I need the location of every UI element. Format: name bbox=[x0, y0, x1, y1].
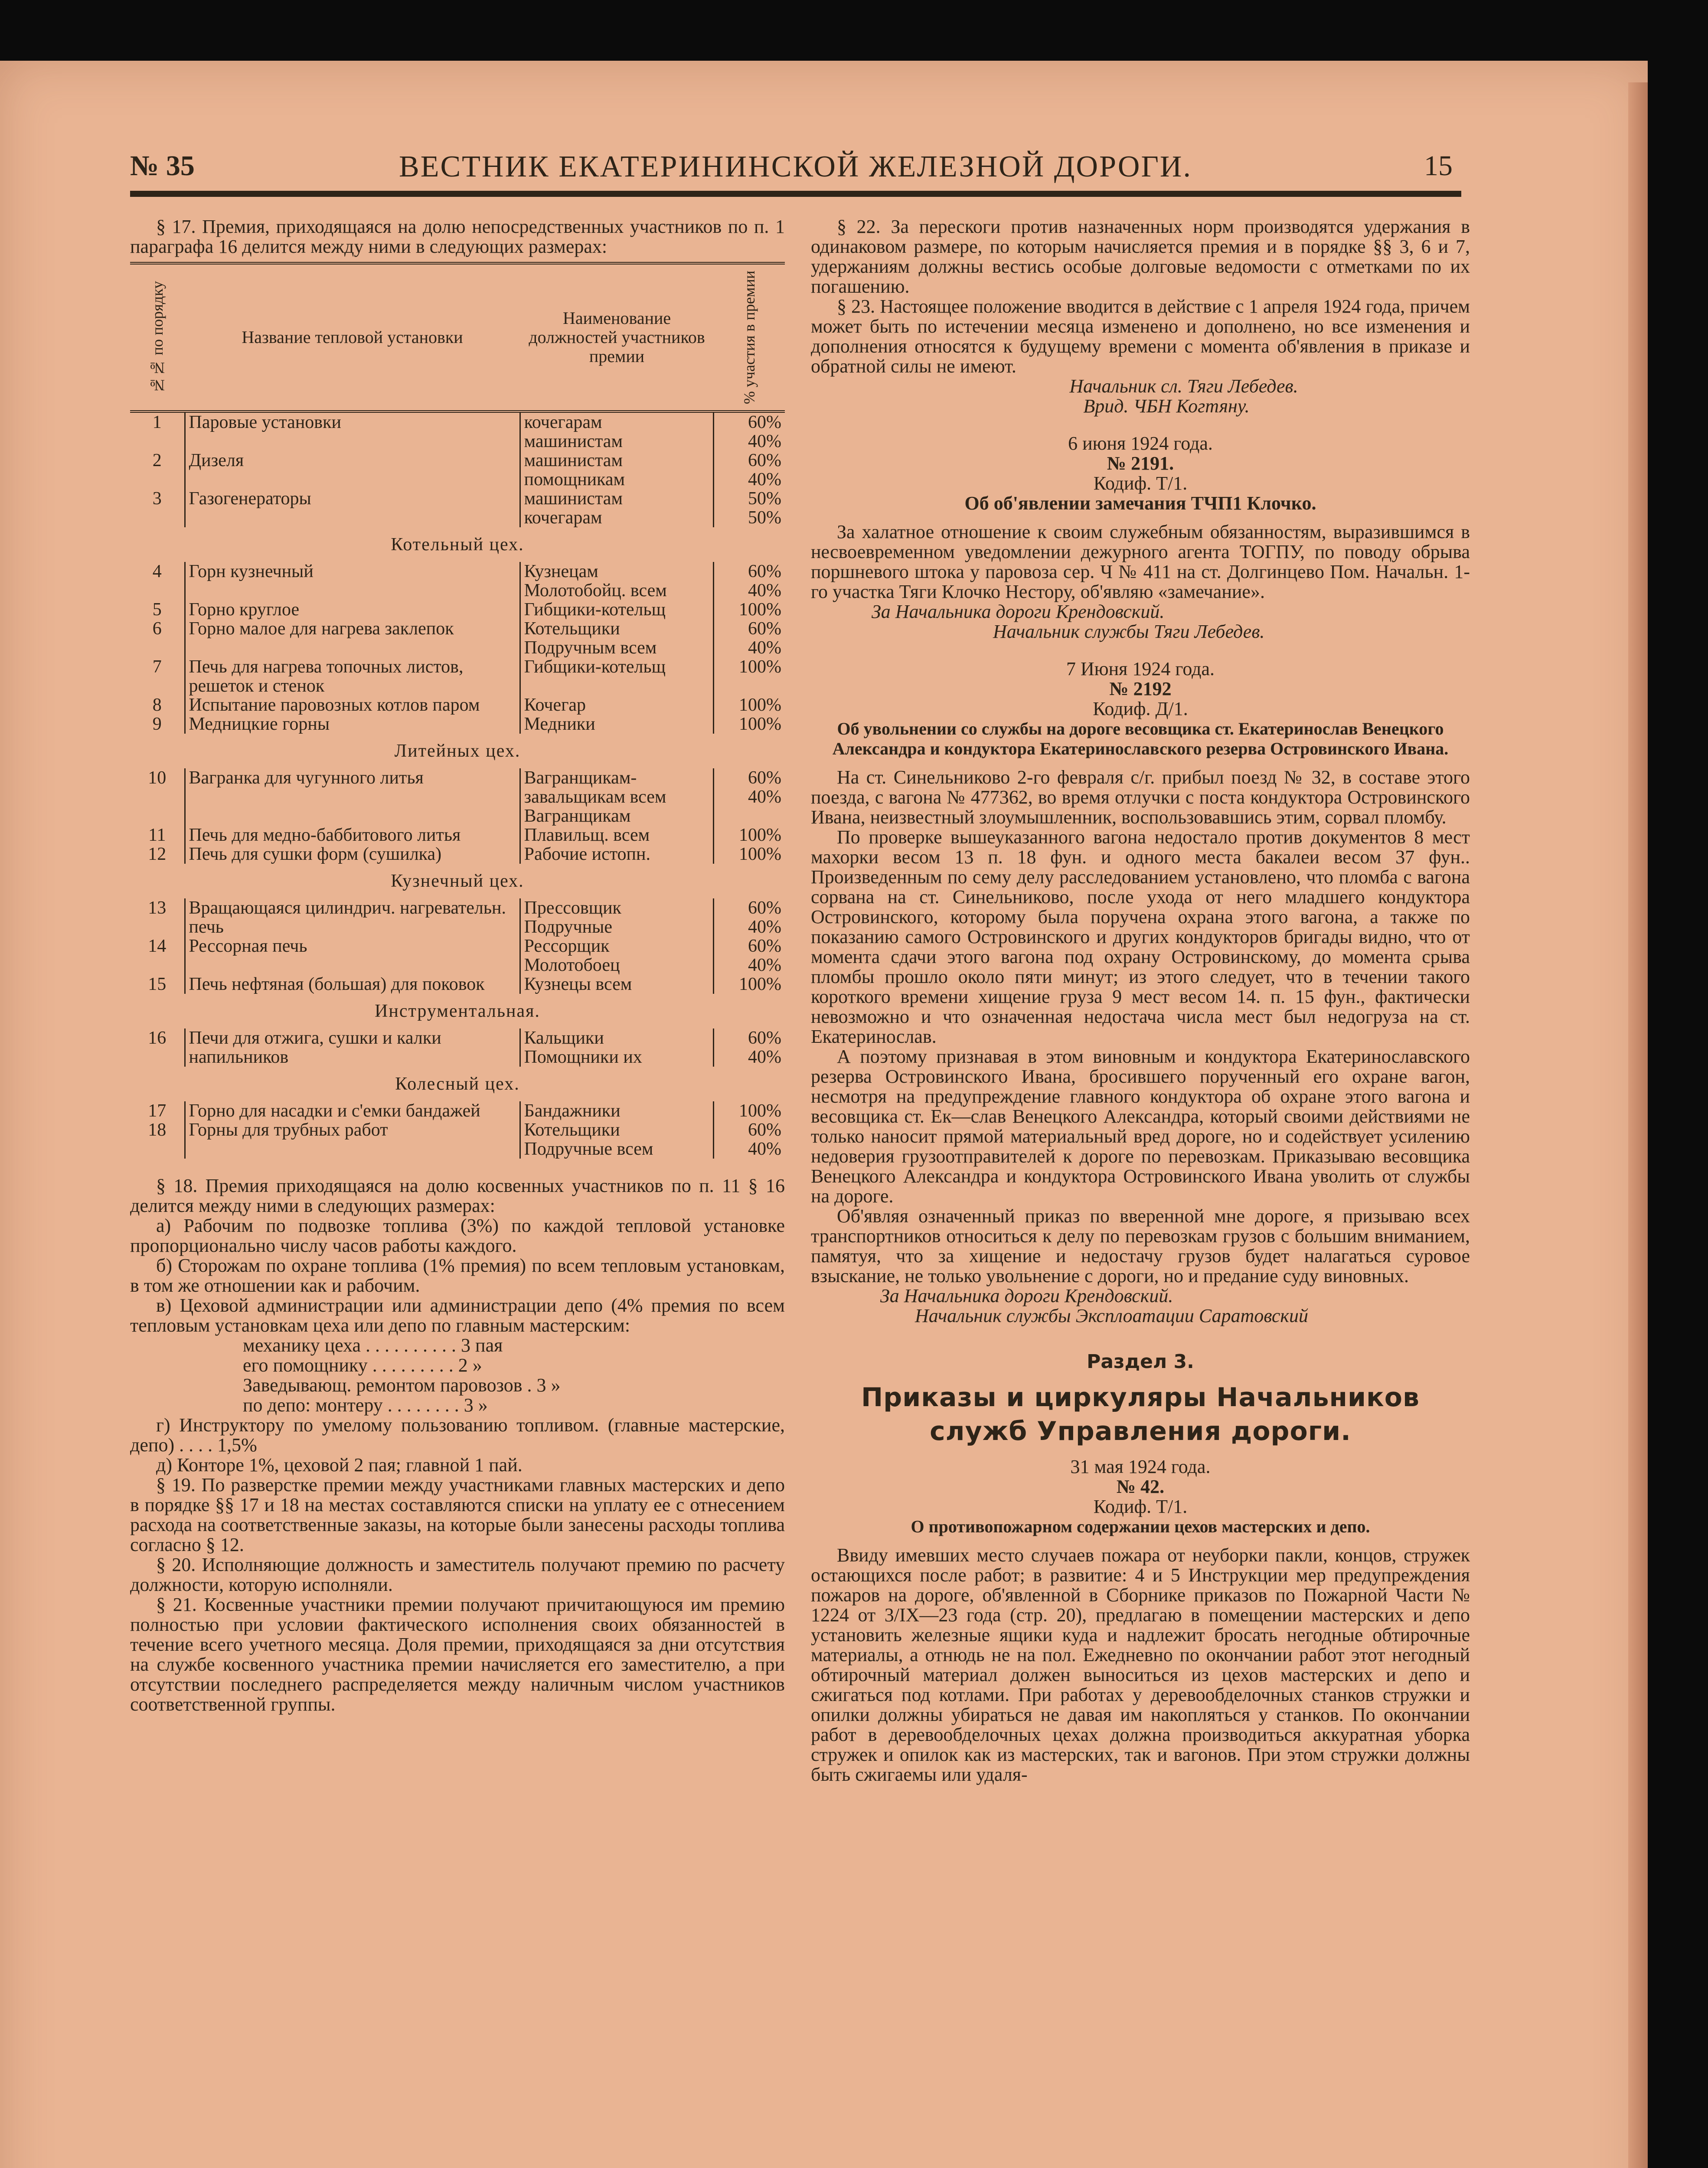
signature: Врид. ЧБН Когтяну. bbox=[1083, 395, 1250, 417]
order-codification: Кодиф. Д/1. bbox=[1093, 698, 1188, 719]
row-number: 15 bbox=[130, 975, 185, 994]
table-row bbox=[130, 768, 785, 826]
row-number: 1 bbox=[130, 411, 185, 451]
percent-value: 60% bbox=[748, 562, 781, 582]
paragraph-21: § 21. Косвенные участники премии получают причитающуюся им премию полностью при условии фактического исполнения своих обязанностей в течение всего учетного месяца. Доля премии, приходящаяся за дни отсутствия на службе косвенного участника премии начисляется его заместителю, а при отсутствии последнего распределяется между наличным числом участников соответственной группы. bbox=[130, 1594, 785, 1715]
left-column bbox=[130, 217, 785, 1714]
workers-cell bbox=[520, 937, 714, 975]
paragraph-22: § 22. За перескоги против назначенных норм производятся удержания в одинаковом размере, по которым начисляется премия и в порядке §§ 3, 6 и 7, удержаниям должны вестись особые долговые ведомости с отметками по их погашению. bbox=[811, 216, 1470, 297]
section-wheel: Колесный цех. bbox=[395, 1074, 520, 1094]
installation-name: Вагранка для чугунного литья bbox=[185, 768, 520, 826]
row-number: 5 bbox=[130, 600, 185, 619]
percent-value: 60% bbox=[748, 451, 781, 471]
workers-cell bbox=[520, 451, 714, 489]
shares-list bbox=[130, 1335, 785, 1415]
premium-table bbox=[130, 262, 785, 1159]
percent-value: 100% bbox=[739, 657, 781, 677]
workers-cell bbox=[520, 1028, 714, 1067]
signature: Начальник службы Тяги Лебедев. bbox=[993, 621, 1265, 642]
percent-value: 50% bbox=[748, 489, 781, 509]
percent-value: 100% bbox=[739, 695, 781, 715]
worker-role: Подручным всем bbox=[524, 638, 657, 658]
percent-value: 60% bbox=[748, 1120, 781, 1140]
order-number: № 2192 bbox=[1109, 678, 1172, 699]
workers-cell bbox=[520, 489, 714, 527]
table-group-steam bbox=[130, 411, 785, 527]
paragraph-18b: б) Сторожам по охране топлива (1% премия) по всем тепловым установкам, в том же отношении как и рабочим. bbox=[130, 1255, 785, 1296]
issue-number: № 35 bbox=[130, 150, 195, 182]
table-row bbox=[130, 411, 785, 451]
table-row bbox=[130, 845, 785, 864]
percent-value: 100% bbox=[739, 825, 781, 846]
installation-name: Горно круглое bbox=[185, 600, 520, 619]
page-header bbox=[130, 150, 1461, 197]
worker-role: Котельщики bbox=[524, 1120, 620, 1140]
paragraph-18a: а) Рабочим по подвозке топлива (3%) по каждой тепловой установке пропорционально числу часов работы каждого. bbox=[130, 1215, 785, 1257]
worker-role: Кузнецы всем bbox=[524, 974, 632, 995]
percent-cell bbox=[714, 826, 785, 845]
row-number: 12 bbox=[130, 845, 185, 864]
table-row bbox=[130, 600, 785, 619]
worker-role: помощникам bbox=[524, 470, 625, 490]
row-number: 10 bbox=[130, 768, 185, 826]
percent-value: 50% bbox=[748, 508, 781, 528]
worker-role: Вагранщикам-завальщикам всем bbox=[524, 768, 666, 807]
workers-cell bbox=[520, 562, 714, 600]
installation-name: Печь нефтяная (большая) для поковок bbox=[185, 975, 520, 994]
table-row bbox=[130, 826, 785, 845]
percent-cell bbox=[714, 695, 785, 715]
worker-role: Кочегар bbox=[524, 695, 586, 715]
section-label: Раздел 3. bbox=[1087, 1351, 1194, 1373]
table-group-boiler bbox=[130, 562, 785, 734]
signature: За Начальника дороги Крендовский. bbox=[880, 1285, 1173, 1306]
percent-value: 100% bbox=[739, 844, 781, 865]
percent-cell bbox=[714, 411, 785, 451]
worker-role: Гибщики-котельщ bbox=[524, 657, 666, 677]
paragraph-19: § 19. По разверстке премии между участниками главных мастерских и депо в порядке §§ 17 и 18 на местах составляются списки на уплату ее с отнесением расхода на соответственные заказы, на которые были занесены расходы топлива согласно § 12. bbox=[130, 1474, 785, 1556]
row-number: 9 bbox=[130, 715, 185, 734]
row-number: 13 bbox=[130, 898, 185, 937]
publication-title: ВЕСТНИК ЕКАТЕРИНИНСКОЙ ЖЕЛЕЗНОЙ ДОРОГИ. bbox=[399, 150, 1192, 183]
table-group-forge bbox=[130, 898, 785, 994]
worker-role: Кальщики bbox=[524, 1028, 604, 1048]
order-codification: Кодиф. Т/1. bbox=[1093, 473, 1188, 494]
percent-value: 40% bbox=[748, 581, 781, 601]
percent-cell bbox=[714, 845, 785, 864]
order-number: № 2191. bbox=[1107, 453, 1174, 474]
worker-role: Прессовщик bbox=[524, 898, 621, 918]
worker-role: машинистам bbox=[524, 451, 623, 471]
installation-name: Горно для насадки и с'емки бандажей bbox=[185, 1101, 520, 1120]
order-body: А поэтому признавая в этом виновным и кондуктора Екатеринославского резерва Островинского Ивана, бросившего порученный его охране вагон, несмотря на предупреждение главного кондуктора об охране этого вагона и весовщика ст. Ек—слав Венецкого Александра, который своими действиями не только наносит прямой материальный вред дороге, но и содействует усилению недоверия грузоотправителей к дороге по перевозкам. Приказываю весовщика Венецкого Александра и кондуктора Островинского Ивана уволить от службы на дороге. bbox=[811, 1046, 1470, 1207]
row-number: 18 bbox=[130, 1120, 185, 1159]
percent-value: 40% bbox=[748, 638, 781, 658]
installation-name: Испытание паровозных котлов паром bbox=[185, 695, 520, 715]
signature: Начальник сл. Тяги Лебедев. bbox=[1069, 375, 1298, 397]
worker-role: Бандажники bbox=[524, 1101, 620, 1121]
order-body: За халатное отношение к своим служебным обязанностям, выразившимся в несвоевременном уведомлении дежурного агента ТОГПУ, по поводу обрыва поршневого штока у паровоза сер. Ч № 411 на ст. Долгинцево Пом. Начальн. 1-го участка Тяги Клочко Нестору, об'являю «замечание». bbox=[811, 521, 1470, 602]
percent-value: 40% bbox=[748, 955, 781, 976]
page-number: 15 bbox=[1424, 150, 1453, 182]
percent-value: 40% bbox=[748, 431, 781, 452]
percent-value: 40% bbox=[748, 470, 781, 490]
signature: За Начальника дороги Крендовский. bbox=[872, 601, 1165, 622]
percent-value: 40% bbox=[748, 1047, 781, 1068]
table-row bbox=[130, 1028, 785, 1067]
percent-cell bbox=[714, 975, 785, 994]
order-date: 6 июня 1924 года. bbox=[1068, 433, 1213, 454]
order-body: Ввиду имевших место случаев пожара от неуборки пакли, концов, стружек остающихся после работ; в развитие: 4 и 5 Инструкции мер предупреждения пожаров на дороге, об'явленной в Сборнике приказов по Пожарной Части № 1224 от 3/IX—23 года (стр. 20), предлагаю в помещении мастерских и депо установить железные ящики куда и надлежит бросать негодные обтирочные материалы, а отнюдь не на пол. Ежедневно по окончании работ этот негодный обтирочный материал должен выноситься из цехов мастерских и депо и сжигаться под котлами. При работах у деревообделочных станков стружки и опилки должны убираться не давая им накопляться у станков. По окончании работ в деревообделочных цехах должна производиться аккуратная уборка стружек и опилок как из мастерских, так и вагонов. При этом стружки должны быть сжигаемы или удаля- bbox=[811, 1544, 1470, 1785]
col-header-name: Название тепловой установки bbox=[185, 263, 520, 411]
row-number: 17 bbox=[130, 1101, 185, 1120]
row-number: 2 bbox=[130, 451, 185, 489]
worker-role: Рессорщик bbox=[524, 936, 610, 957]
percent-value: 100% bbox=[739, 1101, 781, 1121]
table-row bbox=[130, 562, 785, 600]
table-row bbox=[130, 619, 785, 657]
installation-name: Газогенераторы bbox=[185, 489, 520, 527]
row-number: 14 bbox=[130, 937, 185, 975]
col-header-workers: Наименование должностей участников премии bbox=[520, 263, 714, 411]
percent-value: 100% bbox=[739, 714, 781, 735]
installation-name: Дизеля bbox=[185, 451, 520, 489]
percent-value: 60% bbox=[748, 412, 781, 433]
row-number: 4 bbox=[130, 562, 185, 600]
section-boiler-shop: Котельный цех. bbox=[391, 535, 524, 555]
percent-value: 40% bbox=[748, 1139, 781, 1159]
right-column bbox=[811, 217, 1470, 1785]
percent-cell bbox=[714, 619, 785, 657]
order-number: № 42. bbox=[1116, 1476, 1165, 1497]
worker-role: Молотобойц. всем bbox=[524, 581, 667, 601]
table-group-wheel bbox=[130, 1101, 785, 1159]
order-date: 7 Июня 1924 года. bbox=[1066, 658, 1215, 679]
list-item: Заведывающ. ремонтом паровозов . 3 » bbox=[243, 1375, 561, 1396]
order-title: О противопожарном содержании цехов мастерских и депо. bbox=[911, 1517, 1370, 1536]
workers-cell bbox=[520, 619, 714, 657]
percent-cell bbox=[714, 768, 785, 826]
col-header-num: №№ по порядку bbox=[130, 263, 185, 411]
percent-cell bbox=[714, 657, 785, 695]
workers-cell bbox=[520, 975, 714, 994]
workers-cell bbox=[520, 768, 714, 826]
paragraph-18d: д) Конторе 1%, цеховой 2 пая; главной 1 пай. bbox=[156, 1454, 523, 1476]
percent-cell bbox=[714, 600, 785, 619]
order-body: По проверке вышеуказанного вагона недостало против документов 8 мест махорки весом 13 п. 18 фун. и одного места бакалеи весом 37 фун.. Произведенным по сему делу расследованием установлено, что пломба с вагона сорвана на ст. Синельниково, после ухода от него младшего кондуктора Островинского, которому была поручена охрана этого вагона, а также по показанию самого Островинского и других кондукторов бригады видно, что от момента сдачи этого вагона под охрану Островинскому, до момента срыва пломбы прошло около пяти минут; из этого следует, что в течении такого короткого времени хищение груза 9 мест весом 14. п. 15 фун., фактически невозможно и что означенная недостача числа мест был недогруза на ст. Екатеринослав. bbox=[811, 826, 1470, 1047]
row-number: 6 bbox=[130, 619, 185, 657]
order-title: Об об'явлении замечания ТЧП1 Клочко. bbox=[964, 493, 1316, 514]
table-group-tools bbox=[130, 1028, 785, 1067]
worker-role: кочегарам bbox=[524, 508, 602, 528]
installation-name: Горно малое для нагрева заклепок bbox=[185, 619, 520, 657]
section-foundry: Литейных цех. bbox=[394, 741, 521, 761]
percent-cell bbox=[714, 937, 785, 975]
percent-value: 60% bbox=[748, 1028, 781, 1048]
percent-value: 60% bbox=[748, 898, 781, 918]
percent-cell bbox=[714, 1120, 785, 1159]
row-number: 11 bbox=[130, 826, 185, 845]
table-row bbox=[130, 489, 785, 527]
worker-role: Рабочие истопн. bbox=[524, 844, 650, 865]
table-group-foundry bbox=[130, 768, 785, 864]
table-row bbox=[130, 937, 785, 975]
percent-value: 60% bbox=[748, 619, 781, 639]
list-item: по депо: монтеру . . . . . . . . 3 » bbox=[243, 1394, 488, 1416]
percent-cell bbox=[714, 562, 785, 600]
worker-role: кочегарам bbox=[524, 412, 602, 433]
worker-role: Плавильщ. всем bbox=[524, 825, 650, 846]
table-row bbox=[130, 1120, 785, 1159]
worker-role: машинистам bbox=[524, 489, 623, 509]
percent-value: 40% bbox=[748, 787, 781, 807]
percent-value: 100% bbox=[739, 974, 781, 995]
installation-name: Печи для отжига, сушки и калки напильников bbox=[185, 1028, 520, 1067]
worker-role: Подручные всем bbox=[524, 1139, 653, 1159]
section-forge: Кузнечный цех. bbox=[391, 871, 524, 891]
installation-name: Печь для медно-баббитового литья bbox=[185, 826, 520, 845]
installation-name: Печь для сушки форм (сушилка) bbox=[185, 845, 520, 864]
table-row bbox=[130, 657, 785, 695]
installation-name: Паровые установки bbox=[185, 411, 520, 451]
order-title: Об увольнении со службы на дороге весовщика ст. Екатеринослав Венецкого Александра и кондуктора Екатеринославского резерва Островинского Ивана. bbox=[832, 719, 1449, 758]
section-tools: Инструментальная. bbox=[375, 1001, 540, 1022]
signature: Начальник службы Эксплоатации Саратовский bbox=[915, 1305, 1308, 1326]
percent-cell bbox=[714, 451, 785, 489]
order-codification: Кодиф. Т/1. bbox=[1093, 1496, 1188, 1517]
installation-name: Медницкие горны bbox=[185, 715, 520, 734]
paragraph-20: § 20. Исполняющие должность и заместитель получают премию по расчету должности, которую исполняли. bbox=[130, 1554, 785, 1596]
installation-name: Горн кузнечный bbox=[185, 562, 520, 600]
percent-cell bbox=[714, 1101, 785, 1120]
worker-role: Медники bbox=[524, 714, 595, 735]
worker-role: Вагранщикам bbox=[524, 806, 631, 826]
order-body: На ст. Синельниково 2-го февраля с/г. прибыл поезд № 32, в составе этого поезда, с вагона № 477362, во время отлучки с поста кондуктора Островинского Ивана, неизвестный злоумышленник, воспользовавшись этим, сорвал пломбу. bbox=[811, 767, 1470, 828]
list-item: механику цеха . . . . . . . . . . 3 пая bbox=[243, 1335, 503, 1356]
row-number: 8 bbox=[130, 695, 185, 715]
percent-cell bbox=[714, 489, 785, 527]
worker-role: Гибщики-котельщ bbox=[524, 600, 666, 620]
order-date: 31 мая 1924 года. bbox=[1070, 1456, 1211, 1477]
worker-role: Помощники их bbox=[524, 1047, 642, 1068]
workers-cell bbox=[520, 826, 714, 845]
installation-name: Горны для трубных работ bbox=[185, 1120, 520, 1159]
row-number: 7 bbox=[130, 657, 185, 695]
percent-value: 40% bbox=[748, 917, 781, 937]
workers-cell bbox=[520, 845, 714, 864]
col-header-pct: % участия в премии bbox=[714, 263, 785, 411]
percent-cell bbox=[714, 898, 785, 937]
table-row bbox=[130, 975, 785, 994]
worker-role: машинистам bbox=[524, 431, 623, 452]
installation-name: Рессорная печь bbox=[185, 937, 520, 975]
table-row bbox=[130, 451, 785, 489]
paragraph-23: § 23. Настоящее положение вводится в действие с 1 апреля 1924 года, причем может быть по истечении месяца изменено и дополнено, но все изменения и дополнения относятся к будущему времени с момента об'явления в приказе и обратной силы не имеют. bbox=[811, 296, 1470, 377]
paragraph-17: § 17. Премия, приходящаяся на долю непосредственных участников по п. 1 параграфа 16 делится между ними в следующих размерах: bbox=[130, 216, 785, 257]
workers-cell bbox=[520, 600, 714, 619]
table-row bbox=[130, 695, 785, 715]
percent-value: 60% bbox=[748, 936, 781, 957]
percent-cell bbox=[714, 715, 785, 734]
workers-cell bbox=[520, 715, 714, 734]
workers-cell bbox=[520, 657, 714, 695]
percent-value: 100% bbox=[739, 600, 781, 620]
installation-name: Вращающаяся цилиндрич. нагревательн. печь bbox=[185, 898, 520, 937]
workers-cell bbox=[520, 695, 714, 715]
worker-role: Молотобоец bbox=[524, 955, 620, 976]
paragraph-18g: г) Инструктору по умелому пользованию топливом. (главные мастерские, депо) . . . . 1,5% bbox=[130, 1414, 785, 1456]
paragraph-18c: в) Цеховой администрации или администрации депо (4% премия по всем тепловым установкам цеха или депо по главным мастерским: bbox=[130, 1295, 785, 1336]
workers-cell bbox=[520, 1101, 714, 1120]
percent-value: 60% bbox=[748, 768, 781, 788]
workers-cell bbox=[520, 411, 714, 451]
page-edge bbox=[1628, 82, 1648, 2168]
row-number: 3 bbox=[130, 489, 185, 527]
order-body: Об'являя означенный приказ по вверенной мне дороге, я призываю всех транспортников относиться к делу по перевозкам грузов с большим вниманием, памятуя, что за хищение и недостачу грузов будет налагаться суровое взыскание, не только увольнение с дороги, но и предание суду виновных. bbox=[811, 1205, 1470, 1286]
section-title: Приказы и циркуляры Начальников служб Управления дороги. bbox=[861, 1382, 1420, 1446]
paragraph-18: § 18. Премия приходящаяся на долю косвенных участников по п. 11 § 16 делится между ними в следующих размерах: bbox=[130, 1175, 785, 1217]
percent-cell bbox=[714, 1028, 785, 1067]
workers-cell bbox=[520, 1120, 714, 1159]
workers-cell bbox=[520, 898, 714, 937]
worker-role: Котельщики bbox=[524, 619, 620, 639]
row-number: 16 bbox=[130, 1028, 185, 1067]
installation-name: Печь для нагрева топочных листов, решеток и стенок bbox=[185, 657, 520, 695]
table-row bbox=[130, 898, 785, 937]
worker-role: Подручные bbox=[524, 917, 612, 937]
list-item: его помощнику . . . . . . . . . 2 » bbox=[243, 1355, 482, 1376]
worker-role: Кузнецам bbox=[524, 562, 598, 582]
table-row bbox=[130, 715, 785, 734]
table-row bbox=[130, 1101, 785, 1120]
